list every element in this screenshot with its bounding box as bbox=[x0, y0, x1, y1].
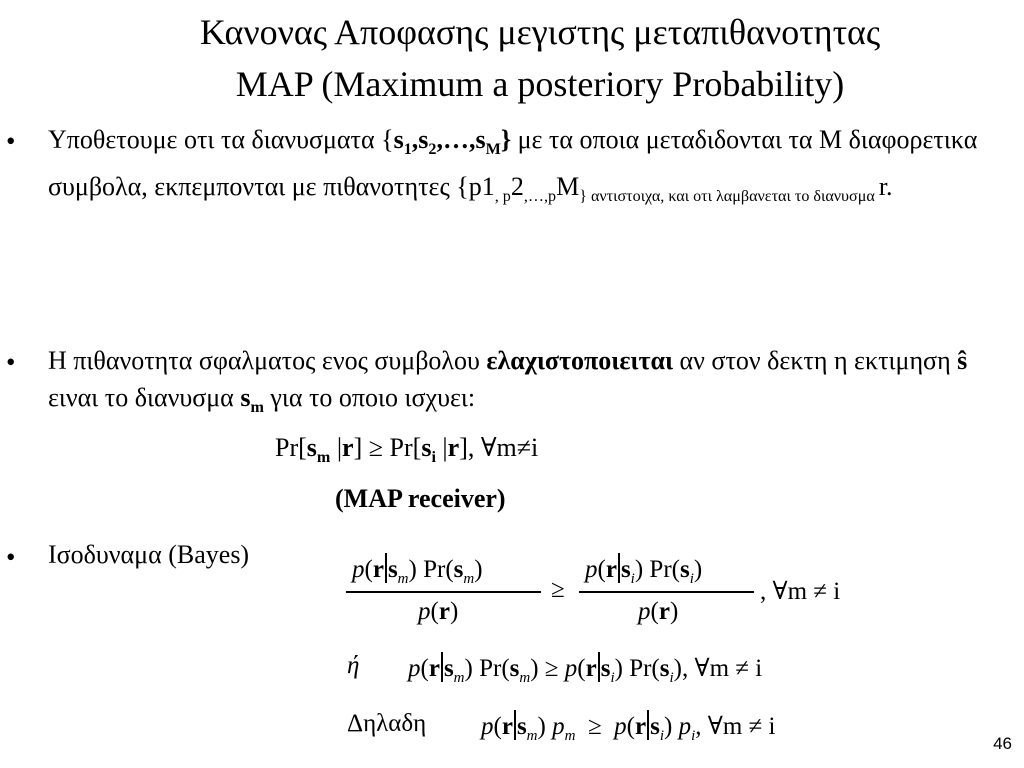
conditional-bar bbox=[618, 553, 620, 583]
eq1-geq-sign: ≥ bbox=[551, 576, 565, 603]
bullet-text-3: Ισοδυναμα (Bayes) bbox=[48, 540, 250, 569]
fraction-line-left bbox=[346, 591, 541, 593]
bayes-equation-2: p(r $s_m$) $Pr(s_m) \ge p(r$ $s_i$) $Pr(s_i)$, ∀m ≠ i bbox=[408, 652, 762, 687]
eq1-denominator-right: p(r) bbox=[638, 598, 679, 625]
eq1-denominator-left: p(r) bbox=[418, 598, 459, 625]
bayes-equation-3: p(r $s_m$) $p_m \ge p(r$ $s_i$) $p_i$, ∀m ≠ i bbox=[481, 710, 775, 745]
eq1-numerator-right: p(r $s_i$) $Pr(s_i)$ bbox=[585, 553, 702, 588]
conditional-bar bbox=[598, 652, 600, 682]
eq2-prefix: ή bbox=[347, 652, 360, 679]
bullet-marker-2: • bbox=[6, 347, 16, 377]
map-receiver-label: (MAP receiver) bbox=[335, 484, 506, 513]
bullet-text-1: Υποθετουμε οτι τα διανυσματα $\{s_1,s_2,\dots,s_M\}$ με τα οποια μεταδιδονται τα M διαφορετικα συμβολα, εκπεμπονται με πιθανοτητες {$p1_{, p}2_{,\dots,p}M_{\} \alpha\nu\tau\iota\sigma\tau o\iota\chi\alpha, \kappa\alpha\iota o\tau\iota \lambda\alpha\mu\beta\alpha\nu\varepsilon\tau\alpha\iota \tau o \delta\iota\alpha\nu\upsilon\sigma\mu\alpha}$ r. bbox=[48, 125, 978, 206]
bullet-marker-1: • bbox=[6, 126, 16, 156]
conditional-bar bbox=[385, 553, 387, 583]
conditional-bar bbox=[514, 710, 516, 740]
bullet-marker-3: • bbox=[6, 542, 16, 572]
bullet-text-2: Η πιθανοτητα σφαλματος ενος συμβολου ελαχιστοποιειται αν στον δεκτη η εκτιμηση ŝ ειναι το διανυσμα $s_m$ για το οποιο ισχυει: bbox=[48, 346, 968, 417]
map-criterion: $Pr[s_m$ $|r] \ge Pr[s_i$ |r], ∀m≠i bbox=[275, 433, 539, 467]
title-line-1: Κανονας Αποφασης μεγιστης μεταπιθανοτητας bbox=[199, 12, 881, 52]
title-line-2: MAP (Maximum a posteriory Probability) bbox=[235, 64, 845, 104]
page-number: 46 bbox=[993, 734, 1012, 753]
fraction-line-right bbox=[579, 591, 754, 593]
slide-title bbox=[0, 6, 1024, 110]
eq1-numerator-left: p(r $s_m$) $Pr(s_m)$ bbox=[352, 553, 483, 588]
eq1-condition: , ∀m ≠ i bbox=[760, 578, 841, 605]
eq3-prefix: Δηλαδη bbox=[347, 710, 427, 737]
conditional-bar bbox=[441, 652, 443, 682]
conditional-bar bbox=[647, 710, 649, 740]
